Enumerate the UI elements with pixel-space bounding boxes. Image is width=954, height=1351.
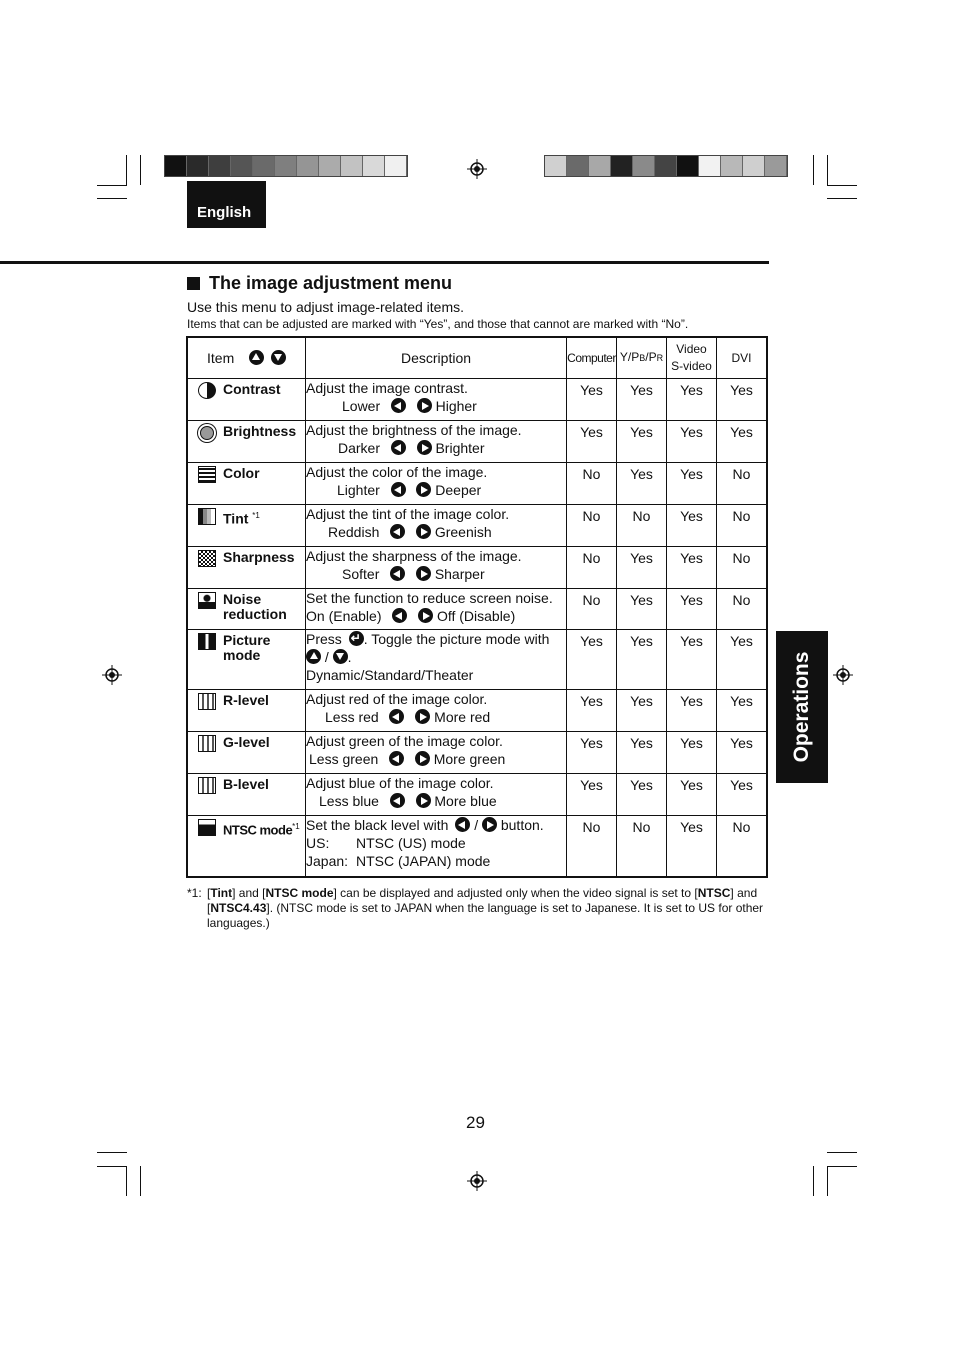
right-button-icon [416, 524, 431, 539]
left-button-icon [391, 440, 406, 455]
crop-mark [813, 1166, 814, 1196]
table-row [187, 690, 767, 732]
crop-mark [97, 1152, 127, 1153]
ypbpr-cell: Yes [617, 379, 667, 421]
ypbpr-cell: Yes [617, 690, 667, 732]
registration-mark-icon [833, 665, 853, 685]
left-value-label: On (Enable) [306, 608, 382, 624]
color-swatch [633, 156, 655, 176]
dvi-cell: Yes [717, 379, 768, 421]
color-swatch [341, 156, 363, 176]
description-cell [306, 690, 567, 732]
color-swatch [187, 156, 209, 176]
header-computer: Computer [567, 337, 617, 379]
description-cell [306, 421, 567, 463]
operations-tab [776, 631, 828, 783]
item-name: Contrast [223, 381, 281, 397]
item-name [223, 819, 305, 838]
left-value-label: Lighter [337, 482, 380, 498]
item-cell [187, 547, 306, 589]
description-cell [306, 463, 567, 505]
operations-tab-label: Operations [790, 651, 813, 763]
footnote-bold: NTSC4.43 [210, 901, 267, 915]
crop-mark [97, 198, 127, 199]
sharpness-icon [198, 550, 216, 567]
right-value-label: Brighter [435, 440, 485, 456]
ypbpr-cell: No [617, 505, 667, 547]
color-swatch [611, 156, 633, 176]
ypbpr-cell: Yes [617, 463, 667, 505]
color-swatch [699, 156, 721, 176]
footnote-mark: *1 [292, 822, 300, 831]
footnote-text [187, 886, 767, 931]
color-swatch [275, 156, 297, 176]
enter-button-icon [349, 631, 364, 646]
press-text: Press [306, 631, 342, 647]
left-button-icon [389, 751, 404, 766]
video-cell: Yes [667, 463, 717, 505]
video-cell: Yes [667, 732, 717, 774]
left-button-icon [455, 817, 470, 832]
footnote-part: ] can be displayed and adjusted only when the video signal is set to [ [333, 886, 698, 900]
b-level-icon [198, 777, 216, 794]
item-name: B-level [223, 776, 269, 792]
dvi-cell: Yes [717, 732, 768, 774]
footnote-part: ]. (NTSC mode is set to JAPAN when the language is set to Japanese. It is set to US for other languages.) [207, 901, 764, 930]
description-cell [306, 589, 567, 630]
left-button-icon [391, 398, 406, 413]
item-name: Sharpness [223, 549, 295, 565]
color-swatch [363, 156, 385, 176]
left-value-label: Reddish [328, 524, 380, 540]
left-value-label: Lower [342, 398, 381, 414]
description-cell [306, 505, 567, 547]
footnote-mark: *1 [252, 511, 260, 520]
crop-mark [827, 198, 857, 199]
header-item [187, 337, 306, 379]
item-cell [187, 816, 306, 877]
header-dvi: DVI [717, 337, 768, 379]
table-row [187, 379, 767, 421]
dvi-cell: No [717, 463, 768, 505]
item-cell [187, 589, 306, 630]
item-name: Color [223, 465, 260, 481]
button-text: button. [500, 817, 544, 833]
us-value: NTSC (US) mode [356, 835, 466, 851]
computer-cell: No [567, 816, 617, 877]
right-button-icon [416, 793, 431, 808]
table-header-row [187, 337, 767, 379]
description-text: Adjust the image contrast. [306, 380, 468, 396]
table-row [187, 630, 767, 690]
video-cell: Yes [667, 816, 717, 877]
crop-mark [827, 1152, 857, 1153]
item-cell [187, 732, 306, 774]
left-value-label: Less red [325, 709, 379, 725]
color-swatch [567, 156, 589, 176]
table-row [187, 774, 767, 816]
description-cell [306, 774, 567, 816]
footnote-bold: NTSC mode [265, 886, 334, 900]
header-rule [0, 261, 769, 264]
left-button-icon [389, 709, 404, 724]
left-button-icon [392, 608, 407, 623]
color-strip-right [544, 155, 788, 177]
item-cell [187, 774, 306, 816]
color-swatch [165, 156, 187, 176]
dvi-cell: Yes [717, 421, 768, 463]
item-name-line1: Noise [223, 591, 262, 607]
color-strip-left [164, 155, 408, 177]
ntsc-mode-icon [198, 819, 216, 836]
color-swatch [655, 156, 677, 176]
right-button-icon [482, 817, 497, 832]
footnote-bold: Tint [210, 886, 233, 900]
right-value-label: Greenish [434, 524, 492, 540]
slash-text: / [474, 817, 479, 833]
dvi-cell: No [717, 816, 768, 877]
left-value-label: Less blue [319, 793, 379, 809]
down-button-icon [333, 649, 348, 664]
footnote [187, 886, 767, 931]
color-swatch [743, 156, 765, 176]
color-icon [198, 466, 216, 483]
up-button-icon [306, 649, 321, 664]
registration-mark-icon [467, 1171, 487, 1191]
table-row [187, 547, 767, 589]
color-swatch [589, 156, 611, 176]
video-cell: Yes [667, 505, 717, 547]
picture-mode-icon [198, 633, 216, 650]
header-ypbpr: Y/PB/PR [617, 337, 667, 379]
crop-mark [813, 155, 814, 185]
left-value-label: Darker [338, 440, 381, 456]
table-row [187, 816, 767, 877]
noise-reduction-icon [198, 592, 216, 609]
item-name [223, 633, 305, 663]
dvi-cell: Yes [717, 690, 768, 732]
right-button-icon [415, 751, 430, 766]
description-text: Adjust the brightness of the image. [306, 422, 522, 438]
video-cell: Yes [667, 547, 717, 589]
down-button-icon [271, 350, 286, 365]
crop-mark [827, 1166, 828, 1196]
computer-cell: No [567, 589, 617, 630]
description-text: Adjust red of the image color. [306, 691, 488, 707]
description-text: Set the black level with [306, 817, 449, 833]
computer-cell: No [567, 463, 617, 505]
ypbpr-cell: Yes [617, 732, 667, 774]
computer-cell: Yes [567, 774, 617, 816]
description-text: Adjust blue of the image color. [306, 775, 494, 791]
tint-icon [198, 508, 216, 525]
crop-mark [827, 185, 857, 186]
item-name-line2: reduction [223, 606, 287, 622]
color-swatch [677, 156, 699, 176]
footnote-part: ] and [ [207, 886, 758, 915]
up-button-icon [249, 350, 264, 365]
left-button-icon [390, 524, 405, 539]
description-cell [306, 630, 567, 690]
header-description: Description [306, 337, 567, 379]
computer-cell: Yes [567, 379, 617, 421]
intro-note: Items that can be adjusted are marked with “Yes”, and those that cannot are marked with “No”. [187, 317, 689, 331]
table-row [187, 732, 767, 774]
footnote-bold: NTSC [697, 886, 731, 900]
ypbpr-cell: Yes [617, 774, 667, 816]
language-label: English [197, 204, 252, 221]
dvi-cell: Yes [717, 630, 768, 690]
ypbpr-cell: Yes [617, 630, 667, 690]
color-swatch [253, 156, 275, 176]
description-text: Adjust the tint of the image color. [306, 506, 510, 522]
footnote-part: [ [207, 886, 211, 900]
ypbpr-cell: Yes [617, 589, 667, 630]
left-button-icon [390, 793, 405, 808]
color-swatch [231, 156, 253, 176]
description-cell [306, 732, 567, 774]
table-row [187, 421, 767, 463]
language-tab [187, 181, 266, 228]
right-value-label: More red [434, 709, 491, 725]
right-button-icon [415, 709, 430, 724]
slash-text: / [324, 649, 329, 665]
item-name-text: Tint [223, 510, 249, 527]
registration-mark-icon [467, 159, 487, 179]
period-text: . [347, 649, 352, 665]
description-text: Adjust the sharpness of the image. [306, 548, 522, 564]
intro-text: Use this menu to adjust image-related items. [187, 299, 465, 315]
right-value-label: Deeper [435, 482, 482, 498]
header-item-label: Item [207, 350, 235, 366]
computer-cell: Yes [567, 630, 617, 690]
left-value-label: Softer [342, 566, 380, 582]
square-bullet-icon [187, 277, 200, 290]
item-cell [187, 505, 306, 547]
table-row [187, 589, 767, 630]
japan-value: NTSC (JAPAN) mode [356, 853, 491, 869]
crop-mark [97, 1166, 127, 1167]
video-cell: Yes [667, 690, 717, 732]
color-swatch [545, 156, 567, 176]
item-name [223, 508, 305, 527]
item-cell [187, 421, 306, 463]
item-cell [187, 690, 306, 732]
crop-mark [827, 1166, 857, 1167]
section-title [187, 273, 452, 294]
item-cell [187, 630, 306, 690]
footnote-part: ] and [ [232, 886, 266, 900]
color-swatch [385, 156, 407, 176]
description-cell [306, 547, 567, 589]
computer-cell: No [567, 547, 617, 589]
right-value-label: More green [433, 751, 506, 767]
dvi-cell: Yes [717, 774, 768, 816]
right-button-icon [417, 398, 432, 413]
item-name-text: NTSC mode [223, 822, 293, 838]
crop-mark [126, 1166, 127, 1196]
color-swatch [765, 156, 787, 176]
dvi-cell: No [717, 547, 768, 589]
video-cell: Yes [667, 379, 717, 421]
item-name: R-level [223, 692, 269, 708]
right-value-label: Higher [435, 398, 477, 414]
description-cell [306, 816, 567, 877]
left-button-icon [391, 482, 406, 497]
item-cell [187, 379, 306, 421]
crop-mark [140, 1166, 141, 1196]
toggle-text: . Toggle the picture mode with [363, 631, 550, 647]
video-cell: Yes [667, 589, 717, 630]
image-adjustment-table [186, 336, 768, 878]
description-text: Adjust the color of the image. [306, 464, 488, 480]
us-label: US: [306, 835, 330, 851]
crop-mark [140, 155, 141, 185]
picture-modes-text: Dynamic/Standard/Theater [306, 667, 474, 683]
right-value-label: More blue [434, 793, 497, 809]
item-name [223, 592, 305, 622]
item-cell [187, 463, 306, 505]
ypbpr-cell: Yes [617, 421, 667, 463]
description-text: Adjust green of the image color. [306, 733, 503, 749]
computer-cell: No [567, 505, 617, 547]
right-button-icon [417, 440, 432, 455]
section-title-text: The image adjustment menu [209, 273, 453, 293]
crop-mark [97, 185, 127, 186]
computer-cell: Yes [567, 690, 617, 732]
item-name: Brightness [223, 423, 297, 439]
r-level-icon [198, 693, 216, 710]
right-value-label: Off (Disable) [436, 608, 516, 624]
video-cell: Yes [667, 421, 717, 463]
color-swatch [319, 156, 341, 176]
color-swatch [209, 156, 231, 176]
video-cell: Yes [667, 630, 717, 690]
item-name: G-level [223, 734, 270, 750]
right-value-label: Sharper [434, 566, 485, 582]
crop-mark [827, 155, 828, 185]
registration-mark-icon [102, 665, 122, 685]
color-swatch [721, 156, 743, 176]
item-name-line2: mode [223, 647, 261, 663]
description-text: Set the function to reduce screen noise. [306, 590, 553, 606]
ypbpr-cell: No [617, 816, 667, 877]
crop-mark [126, 155, 127, 185]
header-video-line1: Video [676, 342, 707, 356]
right-button-icon [416, 566, 431, 581]
table-row [187, 463, 767, 505]
left-button-icon [390, 566, 405, 581]
computer-cell: Yes [567, 421, 617, 463]
video-cell: Yes [667, 774, 717, 816]
dvi-cell: No [717, 589, 768, 630]
right-button-icon [418, 608, 433, 623]
brightness-icon [200, 426, 214, 440]
right-button-icon [416, 482, 431, 497]
contrast-icon [198, 382, 216, 399]
footnote-marker: *1: [187, 886, 202, 900]
color-swatch [297, 156, 319, 176]
g-level-icon [198, 735, 216, 752]
page-number: 29 [466, 1113, 485, 1132]
description-cell [306, 379, 567, 421]
item-name-line1: Picture [223, 632, 271, 648]
computer-cell: Yes [567, 732, 617, 774]
japan-label: Japan: [306, 853, 349, 869]
header-video [667, 337, 717, 379]
table-row [187, 505, 767, 547]
left-value-label: Less green [309, 751, 379, 767]
dvi-cell: No [717, 505, 768, 547]
ypbpr-cell: Yes [617, 547, 667, 589]
header-video-line2: S-video [671, 359, 712, 373]
